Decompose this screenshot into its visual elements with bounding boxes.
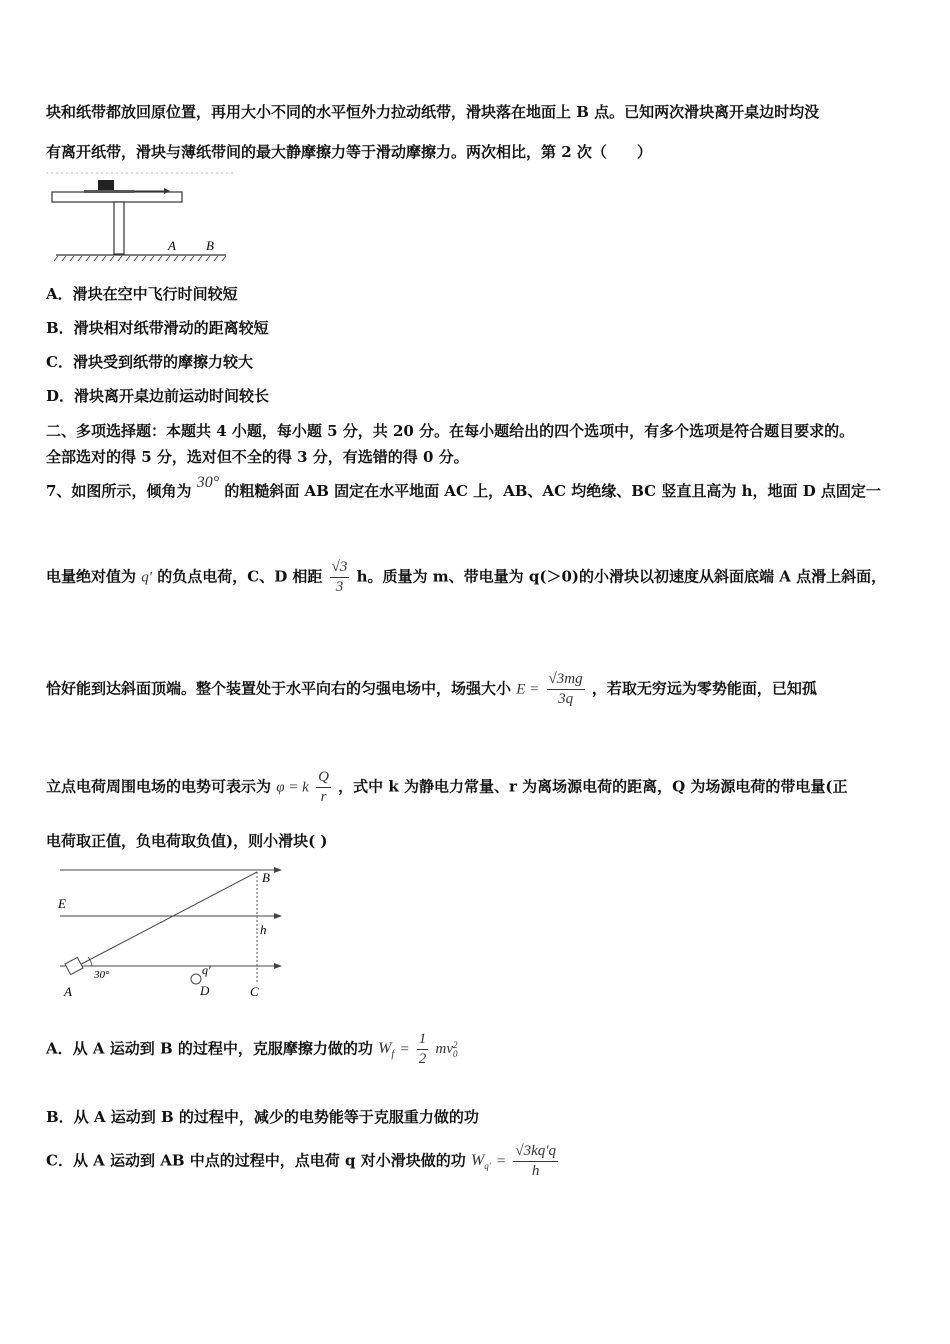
q7-l3-text-b: ，若取无穷远为零势能面，已知孤 — [591, 679, 817, 698]
q7-cd-fraction — [330, 558, 350, 597]
q7-l1-text-b: 的粗糙斜面 AB 固定在水平地面 AC 上，AB、AC 均绝缘、BC 竖直且高为 h，地面 D 点固定一 — [224, 482, 881, 500]
paper-strip — [84, 190, 134, 193]
label-e: E — [58, 896, 66, 911]
q7-opt-a-num: 1 — [417, 1030, 429, 1050]
label-d: D — [200, 983, 210, 998]
q7-opt-c-fraction — [513, 1142, 558, 1181]
q7-l4-text-a: 立点电荷周围电场的电势可表示为 — [46, 777, 272, 796]
q6-option-a: A．滑块在空中飞行时间较短 — [46, 285, 238, 303]
q7-phi-symbol: φ = k — [276, 779, 309, 796]
q7-cd-den: 3 — [335, 578, 344, 595]
q7-line-1 — [46, 474, 881, 501]
q7-l2-text-c: h。质量为 m、带电量为 q(＞0)的小滑块以初速度从斜面底端 A 点滑上斜面， — [356, 567, 887, 586]
point-b-label: B — [206, 238, 214, 253]
q7-l1-text-a: 7、如图所示，倾角为 — [46, 482, 192, 500]
q6-stem-line-2: 有离开纸带，滑块与薄纸带间的最大静摩擦力等于滑动摩擦力。两次相比，第 2 次（ ） — [46, 143, 652, 161]
small-slider — [65, 957, 83, 974]
q7-phi-fraction — [316, 768, 331, 807]
q7-E-num: √3mg — [547, 670, 585, 690]
label-b: B — [262, 870, 270, 885]
q7-cd-num: √3 — [330, 558, 350, 578]
q7-l2-text-a: 电量绝对值为 — [46, 567, 137, 586]
q7-opt-a-den: 2 — [418, 1050, 427, 1067]
q7-opt-a-text: A．从 A 运动到 B 的过程中，克服摩擦力做的功 — [46, 1039, 373, 1058]
table-slider-figure — [46, 170, 246, 270]
q7-line-2 — [46, 558, 886, 597]
q7-opt-c-W: $W_{q'}$ — [470, 1152, 491, 1172]
q7-angle: 30° — [196, 474, 220, 491]
incline-ab — [70, 872, 257, 970]
q7-option-c — [46, 1142, 560, 1181]
q7-line-5: 电荷取正值，负电荷取负值)，则小滑块( ) — [46, 832, 328, 850]
label-q: q′ — [202, 963, 211, 977]
q7-opt-c-eq: = — [495, 1153, 507, 1170]
q6-option-b: B．滑块相对纸带滑动的距离较短 — [46, 319, 269, 337]
q7-opt-c-den: h — [531, 1162, 540, 1179]
section2-heading-line-1: 二、多项选择题：本题共 4 小题，每小题 5 分，共 20 分。在每小题给出的四个选项中，有多个选项是符合题目要求的。 — [46, 422, 855, 440]
q7-l3-text-a: 恰好能到达斜面顶端。整个装置处于水平向右的匀强电场中，场强大小 — [46, 679, 512, 698]
q6-stem-line-1: 块和纸带都放回原位置，再用大小不同的水平恒外力拉动纸带，滑块落在地面上 B 点。已知两次滑块离开桌边时均没 — [46, 103, 820, 121]
q7-line-3 — [46, 670, 817, 709]
label-a: A — [64, 984, 72, 999]
incline-field-figure — [52, 862, 292, 1002]
q7-option-b: B．从 A 运动到 B 的过程中，减少的电势能等于克服重力做的功 — [46, 1108, 479, 1126]
q7-opt-a-W: $W_f$ — [378, 1040, 395, 1061]
q7-phi-num: Q — [316, 768, 331, 788]
q7-charge-q: q′ — [141, 569, 153, 586]
table-leg — [114, 202, 124, 254]
section2-heading-line-2: 全部选对的得 5 分，选对但不全的得 3 分，有选错的得 0 分。 — [46, 448, 469, 466]
table-top — [52, 192, 182, 202]
q7-E-fraction — [547, 670, 585, 709]
q7-opt-a-eq: = — [399, 1041, 410, 1058]
q7-opt-a-fraction — [417, 1030, 429, 1069]
q7-E-symbol: E = — [516, 681, 540, 698]
q6-option-c: C．滑块受到纸带的摩擦力较大 — [46, 353, 253, 371]
label-c: C — [250, 984, 259, 999]
q7-option-a — [46, 1030, 458, 1069]
label-h: h — [260, 922, 267, 937]
q7-phi-den: r — [320, 788, 327, 805]
q7-opt-a-mv: mv 2 0 — [435, 1039, 458, 1059]
q7-l4-text-b: ，式中 k 为静电力常量、r 为离场源电荷的距离，Q 为场源电荷的带电量(正 — [338, 777, 848, 796]
q6-option-d: D．滑块离开桌边前运动时间较长 — [46, 387, 270, 405]
q7-E-den: 3q — [558, 690, 574, 707]
q7-opt-c-text: C．从 A 运动到 AB 中点的过程中，点电荷 q 对小滑块做的功 — [46, 1151, 466, 1170]
q7-opt-c-num: √3kq′q — [513, 1142, 558, 1162]
point-a-label: A — [168, 238, 176, 253]
label-angle: 30° — [94, 969, 110, 981]
q7-line-4 — [46, 768, 848, 807]
q7-l2-text-b: 的负点电荷，C、D 相距 — [157, 567, 323, 586]
